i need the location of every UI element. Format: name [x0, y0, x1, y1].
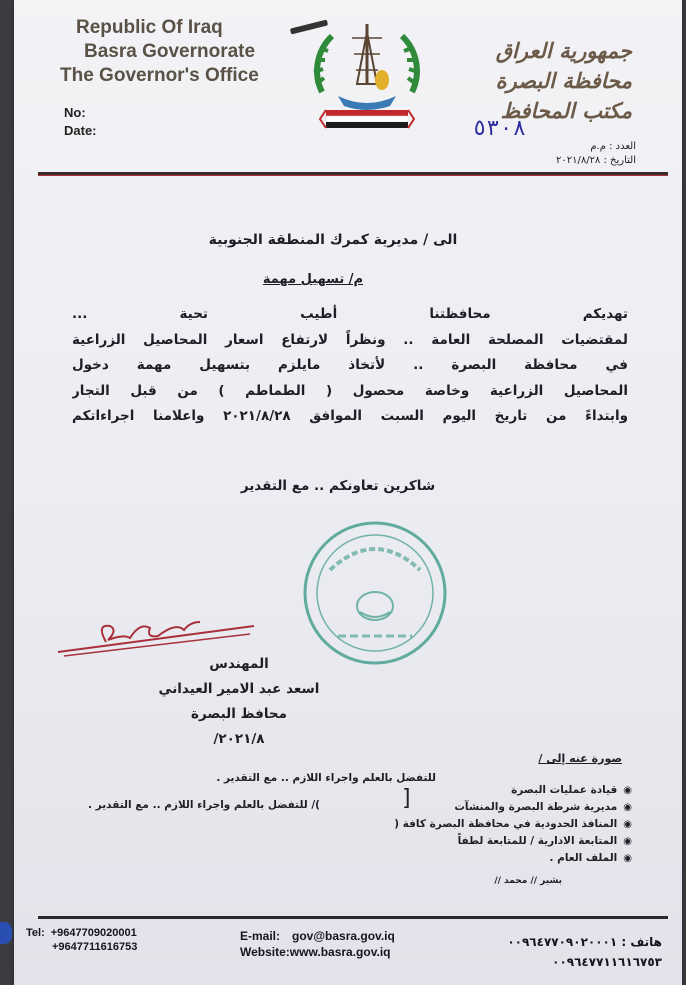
website-label: Website: [240, 945, 290, 959]
arabic-letterhead [496, 36, 632, 126]
signer-name: اسعد عبد الامير العيداني [158, 681, 320, 697]
footer-divider [38, 916, 668, 919]
footer-phone-en [26, 926, 137, 954]
cc-list [394, 782, 632, 867]
ar-phone-label: هاتف : [621, 935, 662, 949]
letter-page [14, 0, 682, 985]
ref-label: العدد : م.م [590, 141, 636, 152]
header-divider [38, 172, 668, 176]
email-label: E-mail: [240, 929, 281, 943]
cc-title: صورة عنه إلى / [538, 752, 622, 765]
app-edge-icon [0, 922, 12, 944]
signer-date: ٢٠٢١/٨/ [213, 731, 265, 747]
tel-label: Tel: [26, 927, 45, 939]
footer-phone-ar [507, 932, 662, 972]
letterhead-governorate: Basra Governorate [84, 41, 256, 62]
basra-emblem-logo [302, 14, 432, 140]
cc-item: ◉ قيادة عمليات البصرة [394, 782, 632, 799]
website-address: www.basra.gov.iq [289, 945, 391, 959]
signer-title: المهندس [209, 656, 269, 672]
cc-note-first: للتفضل بالعلم واجراء اللازم .. مع التقدير . [216, 772, 436, 784]
paragraph-line: المحاصيل الزراعية وخاصة محصول ( الطماطم ) من قبل التجار [72, 382, 628, 399]
number-date-labels [64, 104, 97, 140]
reference-block [473, 116, 636, 168]
official-stamp [300, 518, 450, 668]
english-letterhead [60, 16, 259, 88]
cc-item: ◉ المنافذ الحدودية في محافظة البصرة كافة ( [394, 816, 632, 833]
paragraph-line: في محافظة البصرة .. لأتخاذ مايلزم بتسهيل مهمة دخول [72, 357, 628, 373]
letterhead-office: The Governor's Office [60, 65, 259, 86]
paragraph-line: تهديكم محافظتنا أطيب تحية ... [72, 306, 628, 322]
issued-by-initials: بشير // محمد // [494, 876, 562, 886]
date-value: التاريخ : ٢٠٢١/٨/٢٨ [555, 155, 636, 166]
cc-brace: ] [402, 786, 411, 811]
tel-number-2: +9647711616753 [52, 941, 138, 953]
handwritten-ref-number: ٥٣٠٨ [473, 116, 526, 141]
cc-note-second: )/ للتفضل بالعلم واجراء اللازم .. مع التقدير . [88, 799, 320, 811]
email-address: gov@basra.gov.iq [292, 929, 395, 943]
ar-phone-1: ٠٠٩٦٤٧٧٠٩٠٢٠٠٠١ [507, 935, 618, 949]
arabic-country: جمهورية العراق [495, 38, 632, 63]
letterhead-country: Republic Of Iraq [76, 17, 223, 38]
signer-position: محافظ البصرة [190, 706, 288, 722]
number-label: No: [64, 105, 86, 120]
cc-item: ◉ مديرية شرطة البصرة والمنشآت [394, 799, 632, 816]
cc-item: ◉ الملف العام . [394, 850, 632, 867]
recipient-line: الى / مديرية كمرك المنطقة الجنوبية [208, 232, 458, 248]
letter-paragraph [72, 302, 628, 430]
arabic-governorate: محافظة البصرة [495, 68, 632, 93]
paragraph-line: وابتداءً من تاريخ اليوم السبت الموافق ٢٠٢١/٨/٢٨ واعلامنا اجراءاتكم [72, 408, 628, 424]
paragraph-line: لمقتضيات المصلحة العامة .. ونظراً لارتفاع اسعار المحاصيل الزراعية [72, 331, 628, 348]
footer-contact [240, 928, 395, 960]
date-label: Date: [64, 123, 97, 138]
ar-phone-2: ٠٠٩٦٤٧٧١١٦١٦٧٥٣ [552, 955, 662, 969]
subject-line: م/ تسهيل مهمة [262, 272, 364, 287]
tel-number-1: +9647709020001 [50, 927, 137, 939]
cc-item: ◉ المتابعة الادارية / للمتابعة لطفاً [394, 833, 632, 850]
arabic-office: مكتب المحافظ [500, 98, 632, 123]
signer-block [134, 652, 344, 752]
closing-line: شاكرين تعاونكم .. مع التقدير [240, 478, 436, 494]
